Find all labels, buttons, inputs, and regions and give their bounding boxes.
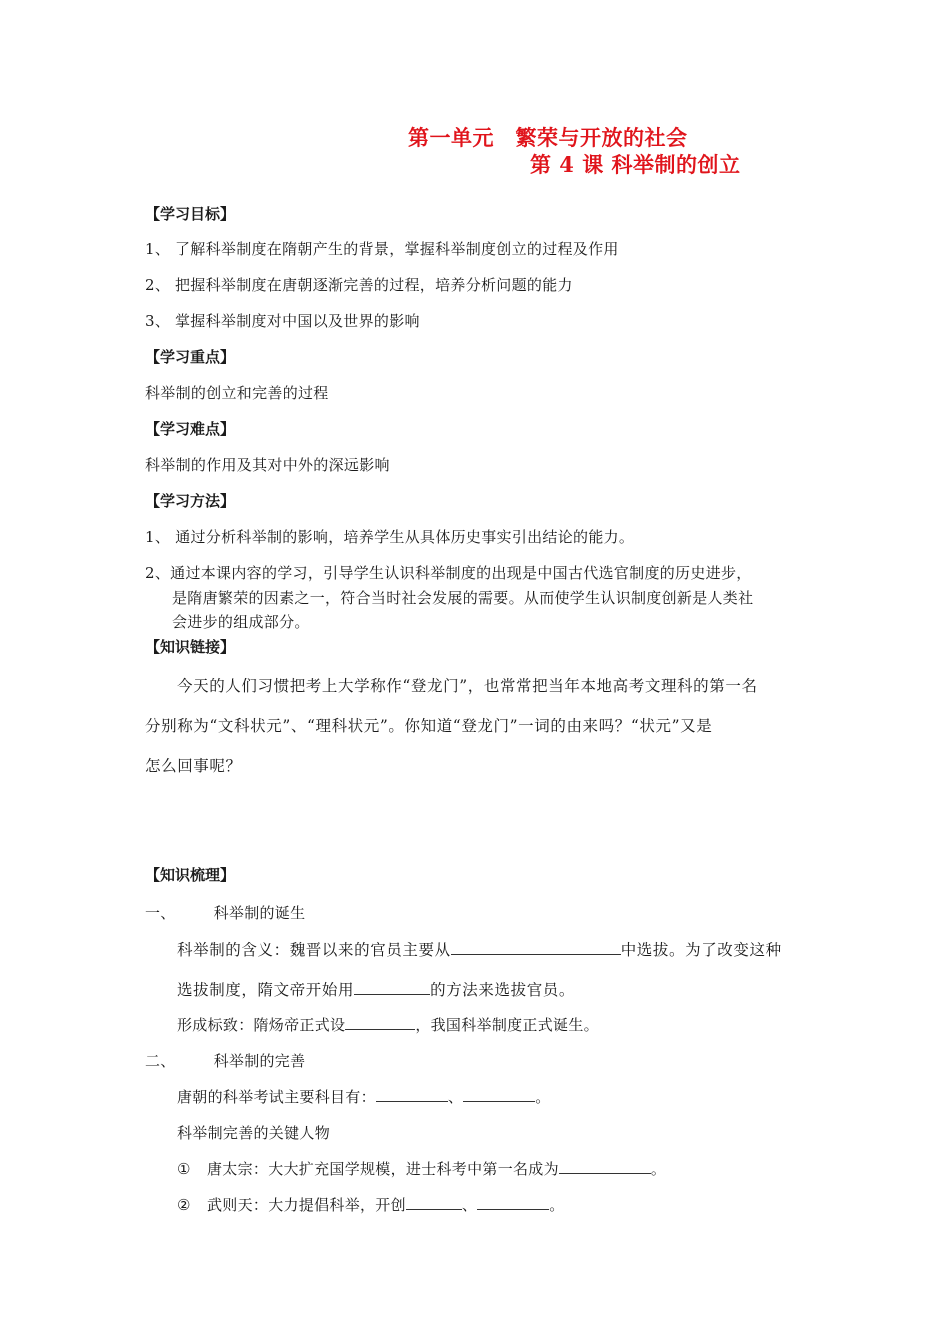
unit-title: 第一单元 繁荣与开放的社会 — [408, 125, 688, 150]
key-points-text: 科举制的创立和完善的过程 — [145, 384, 329, 402]
circled-number: ② — [177, 1196, 191, 1214]
methods-heading: 【学习方法】 — [145, 492, 236, 510]
text-fragment: 科举制的含义：魏晋以来的官员主要从 — [177, 941, 451, 959]
part1-number: 一、 — [145, 904, 176, 922]
difficulty-text: 科举制的作用及其对中外的深远影响 — [145, 456, 390, 474]
objective-text: 了解科举制度在隋朝产生的背景，掌握科举制度创立的过程及作用 — [175, 240, 619, 258]
link-paragraph-line: 分别称为“文科状元”、“理科状元”。你知道“登龙门”一词的由来吗？“状元”又是 — [145, 717, 713, 735]
link-paragraph-line: 今天的人们习惯把考上大学称作“登龙门”，也常常把当年本地高考文理科的第一名 — [177, 677, 758, 695]
objective-number: 3、 — [145, 312, 171, 330]
fill-blank[interactable] — [477, 1195, 549, 1210]
review-heading: 【知识梳理】 — [145, 866, 236, 884]
part2-number: 二、 — [145, 1052, 176, 1070]
part2-heading — [145, 1050, 305, 1071]
fill-blank[interactable] — [463, 1087, 535, 1102]
part1-title: 科举制的诞生 — [213, 904, 306, 922]
link-paragraph-line: 怎么回事呢？ — [145, 757, 242, 775]
part2-figure-item — [177, 1194, 565, 1215]
fill-blank[interactable] — [376, 1087, 448, 1102]
method-item: 1、 通过分析科举制的影响，培养学生从具体历史事实引出结论的能力。 — [145, 528, 635, 546]
fill-blank[interactable] — [354, 980, 430, 995]
part1-milestone — [177, 1014, 599, 1035]
objectives-heading: 【学习目标】 — [145, 205, 236, 223]
objective-number: 1、 — [145, 240, 171, 258]
circled-number: ① — [177, 1160, 191, 1178]
fill-blank[interactable] — [451, 940, 621, 955]
text-fragment: 唐太宗：大大扩充国学规模，进士科考中第一名成为 — [207, 1160, 559, 1178]
part1-method — [177, 978, 575, 1000]
lesson-title: 第 4 课 科举制的创立 — [530, 152, 741, 177]
objective-text: 掌握科举制度对中国以及世界的影响 — [175, 312, 420, 330]
part2-title: 科举制的完善 — [213, 1052, 306, 1070]
text-fragment: 形成标致：隋炀帝正式设 — [177, 1016, 346, 1034]
part2-key-figures: 科举制完善的关键人物 — [177, 1124, 331, 1142]
fill-blank[interactable] — [559, 1159, 651, 1174]
text-fragment: 中选拔。为了改变这种 — [620, 941, 782, 959]
part2-figure-item — [177, 1158, 666, 1179]
objective-item — [145, 310, 420, 331]
method-item: 2、通过本课内容的学习，引导学生认识科举制度的出现是中国古代选官制度的历史进步， — [145, 564, 752, 582]
part1-heading — [145, 902, 305, 923]
text-fragment: 的方法来选拔官员。 — [430, 981, 576, 999]
text-fragment: 、 — [447, 1088, 464, 1106]
objective-text: 把握科举制度在唐朝逐渐完善的过程，培养分析问题的能力 — [175, 276, 573, 294]
method-item-continuation: 会进步的组成部分。 — [172, 613, 310, 631]
objective-item — [145, 238, 619, 259]
key-points-heading: 【学习重点】 — [145, 348, 236, 366]
text-fragment: 。 — [549, 1196, 565, 1214]
objective-item — [145, 274, 573, 295]
text-fragment: 。 — [535, 1088, 551, 1106]
difficulty-heading: 【学习难点】 — [145, 420, 236, 438]
method-item-continuation: 是隋唐繁荣的因素之一，符合当时社会发展的需要。从而使学生认识制度创新是人类社 — [172, 589, 754, 607]
text-fragment: 武则天：大力提倡科举，开创 — [207, 1196, 406, 1214]
text-fragment: 、 — [461, 1196, 478, 1214]
text-fragment: 选拔制度，隋文帝开始用 — [177, 981, 355, 999]
fill-blank[interactable] — [406, 1195, 462, 1210]
text-fragment: 。 — [650, 1160, 667, 1178]
objective-number: 2、 — [145, 276, 171, 294]
fill-blank[interactable] — [345, 1015, 415, 1030]
part2-subjects — [177, 1086, 551, 1107]
text-fragment: 唐朝的科举考试主要科目有： — [177, 1088, 376, 1106]
part1-definition — [177, 938, 782, 960]
text-fragment: ，我国科举制度正式诞生。 — [415, 1016, 599, 1034]
link-heading: 【知识链接】 — [145, 638, 236, 656]
